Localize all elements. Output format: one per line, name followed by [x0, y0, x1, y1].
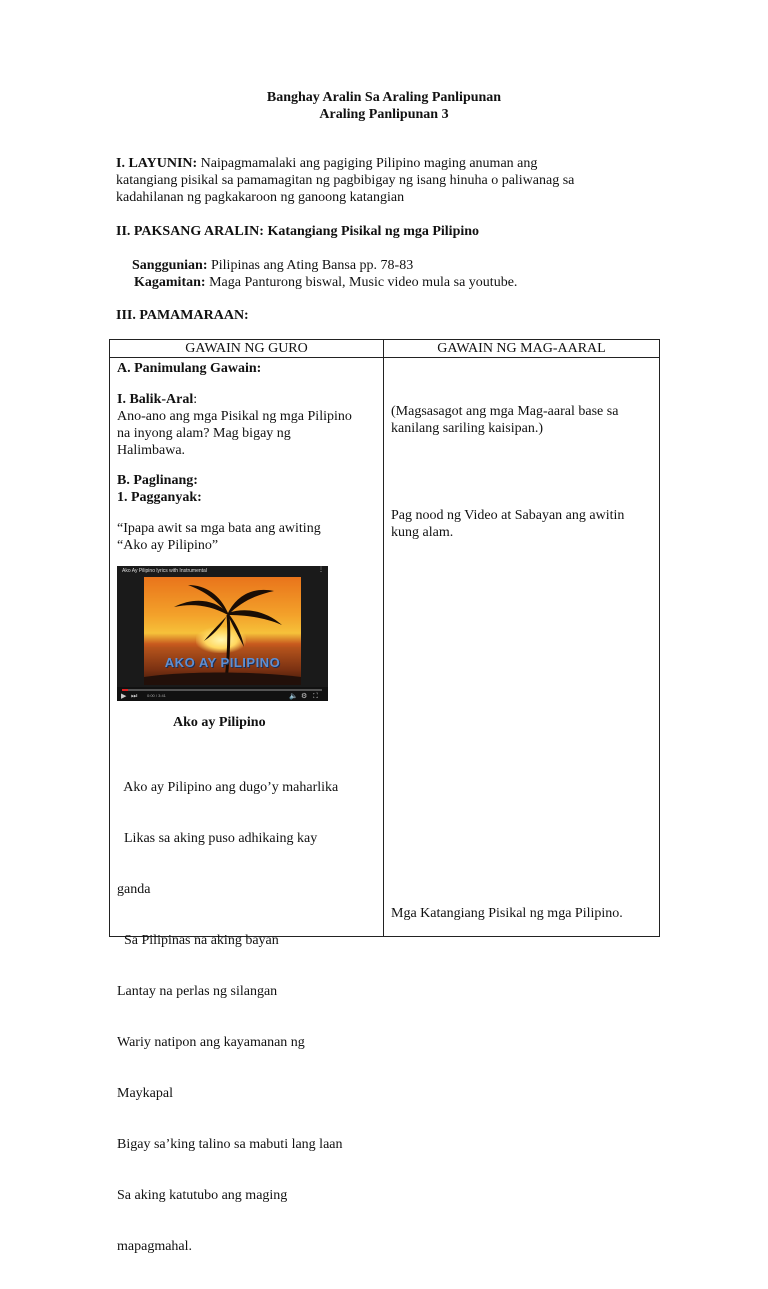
- balik-aral-heading: [117, 391, 379, 408]
- volume-icon[interactable]: 🔈: [289, 692, 298, 700]
- balik-aral-text-1: Ano-ano ang mga Pisikal ng mga Pilipino: [117, 409, 352, 424]
- music-video-player[interactable]: [117, 566, 328, 701]
- response-1-text-1: (Magsasagot ang mga Mag-aaral base sa: [391, 404, 619, 419]
- next-icon[interactable]: ⏭: [131, 692, 138, 700]
- layunin-text-1: Naipagmamalaki ang pagiging Pilipino maging anuman ang: [200, 156, 538, 171]
- paksang-aralin-topic: Katangiang Pisikal ng mga Pilipino: [267, 224, 480, 239]
- response-1-text-2: kanilang sariling kaisipan.): [391, 421, 544, 436]
- balik-aral-text-2: na inyong alam? Mag bigay ng: [117, 426, 291, 441]
- mag-aaral-column-header: GAWAIN NG MAG-AARAL: [384, 340, 660, 358]
- video-header-text: Ako Ay Pilipino lyrics with Instrumental: [122, 568, 207, 574]
- song-title: Ako ay Pilipino: [173, 715, 266, 730]
- sanggunian-label: Sanggunian:: [132, 258, 208, 273]
- paglinang-heading: B. Paglinang:: [117, 473, 198, 488]
- response-3-text: Mga Katangiang Pisikal ng mga Pilipino.: [391, 906, 623, 921]
- document-subtitle: Araling Panlipunan 3: [319, 107, 449, 122]
- lyric-line: Sa aking katutubo ang maging: [117, 1188, 288, 1203]
- lyric-line: Lantay na perlas ng silangan: [117, 984, 278, 999]
- lyric-line: Sa Pilipinas na aking bayan: [117, 933, 279, 948]
- balik-aral-colon: :: [193, 392, 198, 407]
- more-dots-icon[interactable]: ⋮: [318, 567, 324, 573]
- mag-aaral-cell: [384, 358, 660, 937]
- lyric-line: Bigay sa’king talino sa mabuti lang laan: [117, 1137, 343, 1152]
- lyric-line: Likas sa aking puso adhikaing kay: [117, 831, 318, 846]
- kagamitan-line: [134, 274, 654, 291]
- guro-column-header: GAWAIN NG GURO: [110, 340, 384, 358]
- video-progress-track[interactable]: [122, 689, 322, 691]
- paksang-aralin-line: [116, 223, 656, 240]
- sanggunian-line: [132, 257, 652, 274]
- layunin-text-3: kadahilanan ng pagkakaroon ng ganoong katangian: [116, 190, 405, 205]
- layunin-line-1: [116, 155, 656, 172]
- lyric-line: mapagmahal.: [117, 1239, 193, 1254]
- guro-cell: [110, 358, 384, 1254]
- video-progress-fill: [122, 689, 128, 691]
- kagamitan-label: Kagamitan:: [134, 275, 206, 290]
- pamamaraan-heading: III. PAMAMARAAN:: [116, 308, 249, 323]
- pagganyak-heading: 1. Pagganyak:: [117, 490, 202, 505]
- fullscreen-icon[interactable]: ⛶: [313, 692, 318, 700]
- sanggunian-value: Pilipinas ang Ating Bansa pp. 78-83: [210, 258, 414, 273]
- layunin-heading: I. LAYUNIN:: [116, 156, 198, 171]
- document-title: Banghay Aralin Sa Araling Panlipunan: [266, 90, 502, 105]
- pagganyak-text-1: “Ipapa awit sa mga bata ang awiting: [117, 521, 321, 536]
- lyric-line: Wariy natipon ang kayamanan ng: [117, 1035, 305, 1050]
- layunin-section: [116, 155, 656, 206]
- lyric-line: Ako ay Pilipino ang dugo’y maharlika: [117, 780, 339, 795]
- video-time: 0:00 / 3:41: [147, 693, 166, 698]
- balik-aral-label: I. Balik-Aral: [117, 392, 194, 407]
- pagganyak-text-2: “Ako ay Pilipino”: [117, 538, 219, 553]
- gear-icon[interactable]: ⚙: [301, 692, 308, 700]
- video-caption: AKO AY PILIPINO: [164, 655, 281, 670]
- video-control-bar[interactable]: [117, 687, 328, 701]
- lyric-line: Maykapal: [117, 1086, 173, 1101]
- balik-aral-text-3: Halimbawa.: [117, 443, 186, 458]
- video-frame: [144, 577, 301, 685]
- response-2-text-2: kung alam.: [391, 525, 454, 540]
- response-2-text-1: Pag nood ng Video at Sabayan ang awitin: [391, 508, 625, 523]
- layunin-text-2: katangiang pisikal sa pamamagitan ng pagbibigay ng isang hinuha o paliwanag sa: [116, 173, 575, 188]
- panimulang-gawain-heading: A. Panimulang Gawain:: [117, 361, 262, 376]
- lyric-line: ganda: [117, 882, 151, 897]
- song-lyrics: [117, 745, 379, 1289]
- kagamitan-value: Maga Panturong biswal, Music video mula sa youtube.: [209, 275, 518, 290]
- pamamaraan-table: [109, 339, 660, 1254]
- paksang-aralin-heading: II. PAKSANG ARALIN:: [116, 224, 264, 239]
- play-icon[interactable]: ▶: [121, 692, 127, 700]
